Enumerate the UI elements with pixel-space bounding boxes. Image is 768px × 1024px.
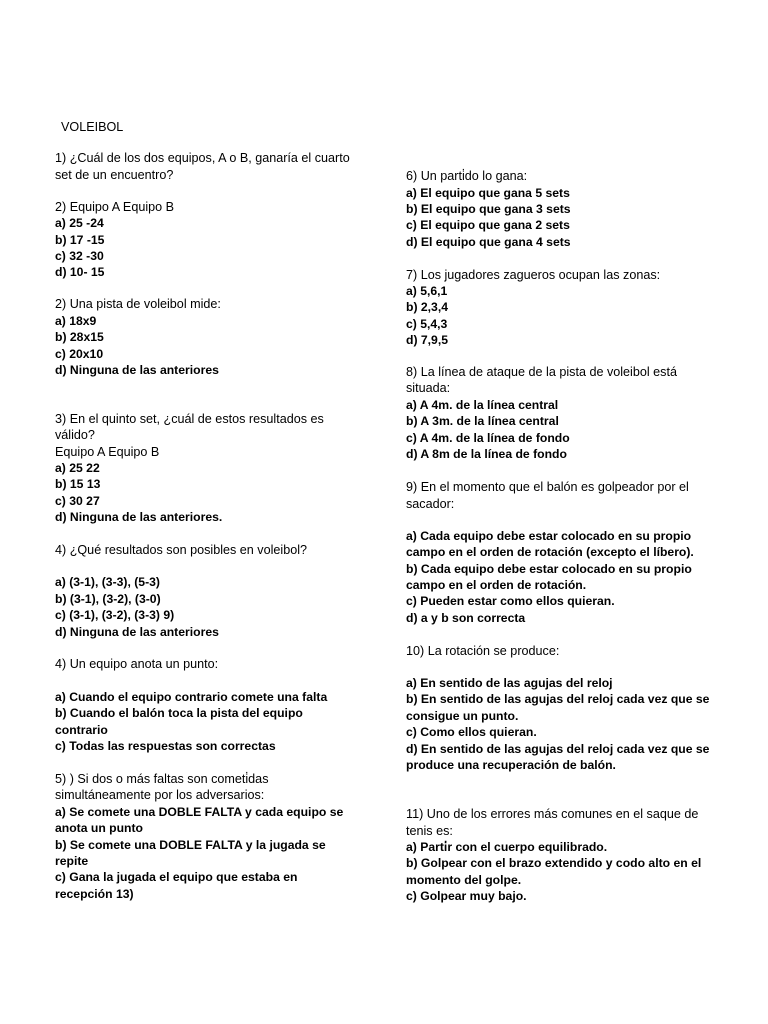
answer-option-line: c) Como ellos quieran. (406, 725, 537, 739)
answer-option-line: campo en el orden de rotación (excepto el líbero). (406, 545, 694, 559)
question-text-line: 1) ¿Cuál de los dos equipos, A o B, ganaría el cuarto (55, 151, 350, 165)
answer-option-line: c) Golpear muy bajo. (406, 889, 527, 903)
answer-option-line: d) Ninguna de las anteriores (55, 363, 219, 377)
answer-option-line: c) Pueden estar como ellos quieran. (406, 594, 615, 608)
answer-option-line: a) (3-1), (3-3), (5-3) (55, 575, 160, 589)
answer-option-line: a) En sentido de las agujas del reloj (406, 676, 613, 690)
question-text-line: 10) La rotación se produce: (406, 644, 560, 658)
question-text-line: 4) Un equipo anota un punto: (55, 657, 219, 671)
answer-option-line: b) (3-1), (3-2), (3-0) (55, 592, 161, 606)
answer-option-line: d) a y b son correcta (406, 611, 526, 625)
question-text-line: 5) ) Si dos o más faltas son cometi̇das (55, 772, 269, 786)
document-title: VOLEIBOL (61, 120, 124, 134)
answer-option-line: c) Todas las respuestas son correctas (55, 739, 276, 753)
answer-option-line: produce una recuperación de balón. (406, 758, 616, 772)
answer-option-line: d) A 8m de la línea de fondo (406, 447, 567, 461)
answer-option-line: d) 7,9,5 (406, 333, 448, 347)
answer-option-line: c) Gana la jugada el equipo que estaba en (55, 870, 298, 884)
answer-option-line: a) A 4m. de la línea central (406, 398, 559, 412)
question-text-line: 8) La línea de ataque de la pista de voleibol está (406, 365, 677, 379)
question-text-line: 4) ¿Qué resultados son posibles en voleibol? (55, 543, 308, 557)
answer-option-line: b) A 3m. de la línea central (406, 414, 559, 428)
question-text-line: 6) Un parti̇do lo gana: (406, 169, 528, 183)
question-text-line: 3) En el quinto set, ¿cuál de estos resultados es (55, 412, 324, 426)
answer-option-line: a) El equipo que gana 5 sets (406, 186, 570, 200)
answer-option-line: a) Se comete una DOBLE FALTA y cada equipo se (55, 805, 344, 819)
answer-option-line: b) El equipo que gana 3 sets (406, 202, 571, 216)
answer-option-line: c) A 4m. de la línea de fondo (406, 431, 570, 445)
answer-option-line: contrario (55, 723, 108, 737)
question-text-line: 2) Equipo A Equipo B (55, 200, 175, 214)
answer-option-line: b) Se comete una DOBLE FALTA y la jugada se (55, 838, 326, 852)
question-text-line: Equipo A Equipo B (55, 445, 160, 459)
question-text-line: 2) Una pista de voleibol mide: (55, 297, 221, 311)
answer-option-line: a) Parti̇r con el cuerpo equilibrado. (406, 840, 608, 854)
question-text-line: situada: (406, 381, 451, 395)
answer-option-line: c) 20x10 (55, 347, 104, 361)
answer-option-line: repite (55, 854, 89, 868)
answer-option-line: d) Ninguna de las anteriores (55, 625, 219, 639)
question-text-line: 7) Los jugadores zagueros ocupan las zonas: (406, 268, 661, 282)
answer-option-line: c) El equipo que gana 2 sets (406, 218, 570, 232)
answer-option-line: consigue un punto. (406, 709, 519, 723)
answer-option-line: c) 30 27 (55, 494, 100, 508)
answer-option-line: campo en el orden de rotación. (406, 578, 587, 592)
answer-option-line: b) 15 13 (55, 477, 101, 491)
answer-option-line: c) 5,4,3 (406, 317, 448, 331)
answer-option-line: d) El equipo que gana 4 sets (406, 235, 571, 249)
answer-option-line: a) Cuando el equipo contrario comete una falta (55, 690, 328, 704)
question-text-line: set de un encuentro? (55, 168, 174, 182)
answer-option-line: a) 5,6,1 (406, 284, 448, 298)
answer-option-line: recepción 13) (55, 887, 134, 901)
answer-option-line: c) (3-1), (3-2), (3-3) 9) (55, 608, 175, 622)
answer-option-line: b) 28x15 (55, 330, 104, 344)
answer-option-line: a) Cada equipo debe estar colocado en su propio (406, 529, 692, 543)
answer-option-line: a) 25 -24 (55, 216, 104, 230)
answer-option-line: b) Cada equipo debe estar colocado en su propio (406, 562, 692, 576)
answer-option-line: b) Cuando el balón toca la pista del equipo (55, 706, 303, 720)
question-text-line: 9) En el momento que el balón es golpeador por el (406, 480, 689, 494)
answer-option-line: anota un punto (55, 821, 144, 835)
question-text-line: válido? (55, 428, 95, 442)
question-text-line: sacador: (406, 497, 455, 511)
question-text-line: simultáneamente por los adversarios: (55, 788, 265, 802)
answer-option-line: b) 17 -15 (55, 233, 105, 247)
answer-option-line: b) 2,3,4 (406, 300, 448, 314)
question-text-line: 11) Uno de los errores más comunes en el saque de (406, 807, 699, 821)
answer-option-line: c) 32 -30 (55, 249, 104, 263)
answer-option-line: d) Ninguna de las anteriores. (55, 510, 223, 524)
question-text-line: tenis es: (406, 824, 453, 838)
answer-option-line: a) 18x9 (55, 314, 97, 328)
answer-option-line: b) En sentido de las agujas del reloj cada vez que se (406, 692, 710, 706)
answer-option-line: a) 25 22 (55, 461, 100, 475)
answer-option-line: d) En sentido de las agujas del reloj cada vez que se (406, 742, 710, 756)
answer-option-line: d) 10- 15 (55, 265, 105, 279)
answer-option-line: b) Golpear con el brazo extendido y codo alto en el (406, 856, 702, 870)
answer-option-line: momento del golpe. (406, 873, 522, 887)
